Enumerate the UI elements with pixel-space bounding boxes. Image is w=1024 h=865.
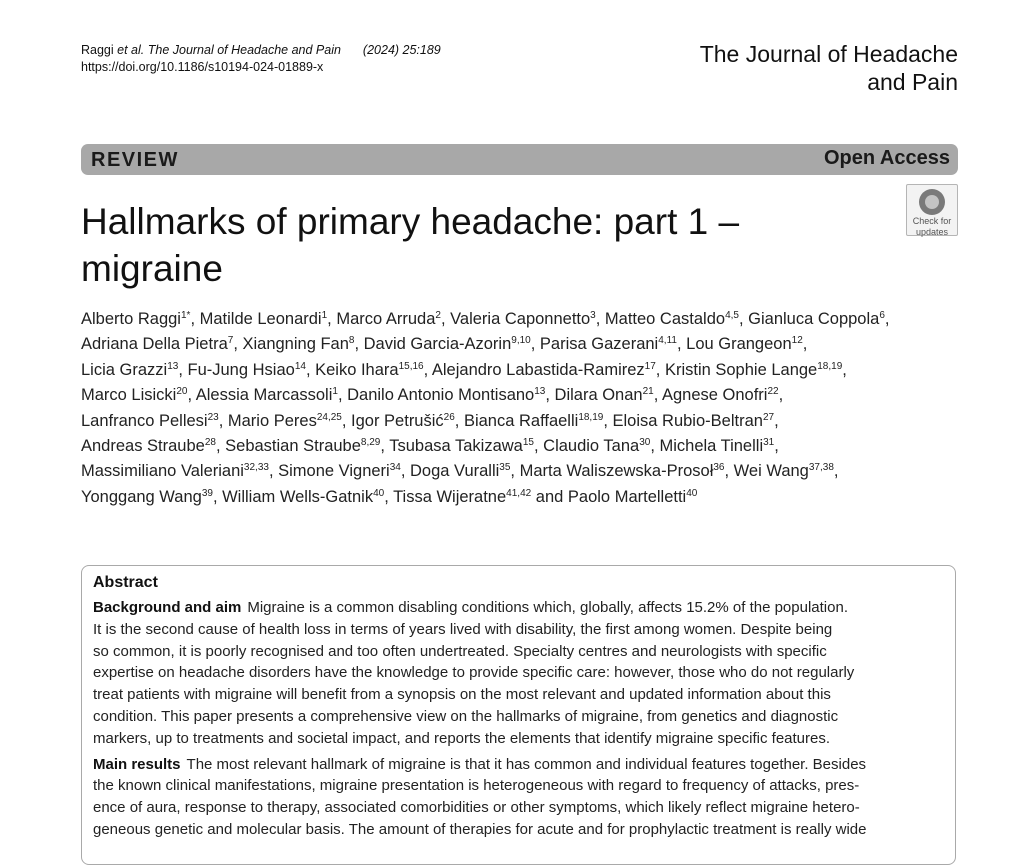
author-name[interactable]: Simone Vigneri — [278, 462, 390, 481]
author-affiliation: 30 — [639, 437, 651, 449]
author-name[interactable]: Massimiliano Valeriani — [81, 462, 244, 481]
author-affiliation: 2 — [435, 310, 441, 321]
author-name[interactable]: Tsubasa Takizawa — [389, 437, 523, 456]
author-name[interactable]: Bianca Raffaelli — [463, 411, 579, 430]
author-line: Massimiliano Valeriani$^{32,33}$, Simone Vigneri$^{34}$, Doga Vuralli$^{35}$, Marta Waliszewska-Prosoł$^{36}$, Wei Wang$^{37,38}$, — [81, 462, 839, 481]
author-name[interactable]: Doga Vuralli — [410, 462, 500, 481]
author-affiliation: 21 — [642, 386, 654, 398]
author-name[interactable]: Tissa Wijeratne — [393, 487, 507, 506]
author-affiliation: 6 — [879, 310, 885, 321]
author-affiliation: 27 — [762, 411, 775, 423]
author-affiliation: 40 — [686, 487, 698, 499]
check-for-updates-badge[interactable] — [906, 184, 958, 236]
author-affiliation: 18,19 — [578, 411, 604, 423]
author-name[interactable]: David Garcia-Azorin — [363, 335, 512, 354]
author-affiliation: 13 — [534, 386, 546, 398]
author-affiliation: 14 — [294, 360, 306, 372]
author-affiliation: 8 — [348, 335, 355, 347]
main-results-heading: Main results — [93, 755, 181, 773]
author-affiliation: 37,38 — [808, 462, 834, 474]
background-line: markers, up to treatments and societal impact, and reports the elements that identify migraine specific features. — [93, 729, 831, 747]
background-line: so common, it is poorly recognised and too often undertreated. Specialty centres and neurologists with specific — [93, 642, 827, 660]
author-affiliation: 3 — [590, 310, 596, 321]
author-line: Adriana Della Pietra$^7$, Xiangning Fan$^8$, David Garcia-Azorin$^{9,10}$, Parisa Gazerani$^{4,11}$, Lou Grangeon$^{12}$, — [81, 335, 808, 354]
author-name[interactable]: Igor Petrušić — [351, 411, 444, 430]
background-line: expertise on headache disorders have the knowledge to provide specific care: however, those who do not regularly — [93, 664, 855, 682]
check-for-updates-text-1: Check for — [912, 216, 952, 226]
author-name[interactable]: Yonggang Wang — [81, 487, 202, 506]
author-affiliation: 15 — [522, 437, 534, 449]
journal-name-line2: and Pain — [867, 69, 958, 95]
author-affiliation: 1* — [180, 310, 191, 321]
author-affiliation: 15,16 — [398, 360, 424, 372]
author-name[interactable]: Lanfranco Pellesi — [81, 411, 208, 430]
author-name[interactable]: Marco Lisicki — [81, 386, 177, 405]
author-name[interactable]: Keiko Ihara — [315, 360, 399, 379]
author-affiliation: 9,10 — [511, 335, 531, 347]
author-name[interactable]: Michela Tinelli — [659, 437, 764, 456]
author-name[interactable]: Adriana Della Pietra — [81, 335, 228, 354]
author-name[interactable]: Claudio Tana — [543, 437, 640, 456]
open-access-label: Open Access — [824, 147, 950, 169]
author-name[interactable]: Marco Arruda — [336, 310, 436, 328]
author-affiliation: 41,42 — [506, 487, 532, 499]
author-affiliation: 8,29 — [360, 437, 381, 449]
author-name[interactable]: Eloisa Rubio-Beltran — [612, 411, 763, 430]
author-affiliation: 28 — [204, 437, 216, 449]
abstract-box — [81, 565, 956, 865]
abstract-heading: Abstract — [93, 574, 158, 591]
author-affiliation: 39 — [201, 487, 213, 499]
author-line: Licia Grazzi$^{13}$, Fu-Jung Hsiao$^{14}$, Keiko Ihara$^{15,16}$, Alejandro Labastida-Ramirez$^{17}$, Kristin Sophie Lange$^{18,19}$, — [81, 360, 847, 379]
author-affiliation: 23 — [207, 411, 219, 423]
author-name[interactable]: Matteo Castaldo — [604, 310, 726, 328]
article-title — [81, 198, 881, 292]
background-heading: Background and aim — [93, 599, 242, 616]
background-line: It is the second cause of health loss in terms of years lived with disability, the first among women. Despite being — [93, 620, 833, 638]
author-name[interactable]: Parisa Gazerani — [539, 335, 659, 354]
main-results-line: Main results The most relevant hallmark of migraine is that it has common and individual features together. Besides — [93, 755, 867, 773]
author-list — [81, 307, 971, 510]
background-line: Background and aim Migraine is a common disabling conditions which, globally, affects 15.2% of the population. — [93, 599, 848, 616]
author-name[interactable]: Marta Waliszewska-Prosoł — [519, 462, 714, 481]
author-name[interactable]: Sebastian Straube — [225, 437, 361, 456]
check-for-updates-icon — [919, 189, 945, 215]
author-name[interactable]: Danilo Antonio Montisano — [347, 386, 535, 405]
abstract-background — [93, 597, 944, 750]
author-name[interactable]: Matilde Leonardi — [199, 310, 322, 328]
author-affiliation: 20 — [176, 386, 188, 398]
main-results-line: geneous genetic and molecular basis. The amount of therapies for acute and for prophylactic treatment is really wide — [93, 820, 867, 838]
author-line: Marco Lisicki$^{20}$, Alessia Marcassoli$^1$, Danilo Antonio Montisano$^{13}$, Dilara Onan$^{21}$, Agnese Onofri$^{22}$, — [81, 386, 784, 405]
author-line: Lanfranco Pellesi$^{23}$, Mario Peres$^{24,25}$, Igor Petrušić$^{26}$, Bianca Raffaelli$^{18,19}$, Eloisa Rubio-Beltran$^{27}$, — [81, 411, 779, 430]
author-name[interactable]: Alessia Marcassoli — [195, 386, 333, 405]
article-title-line1: Hallmarks of primary headache: part 1 – — [81, 201, 740, 242]
author-affiliation: 26 — [443, 411, 455, 423]
author-affiliation: 40 — [373, 487, 385, 499]
author-name[interactable]: Wei Wang — [733, 462, 809, 481]
author-affiliation: 32,33 — [243, 462, 269, 474]
article-type-label: REVIEW — [91, 149, 179, 171]
author-line: Andreas Straube$^{28}$, Sebastian Straube$^{8,29}$, Tsubasa Takizawa$^{15}$, Claudio Tana$^{30}$, Michela Tinelli$^{31}$, — [81, 437, 779, 456]
author-name[interactable]: Agnese Onofri — [661, 386, 768, 405]
author-name[interactable]: Lou Grangeon — [686, 335, 792, 354]
citation-block — [81, 42, 441, 76]
author-line: Alberto Raggi$^{1*}$, Matilde Leonardi$^1$, Marco Arruda$^2$, Valeria Caponnetto$^3$, Matteo Castaldo$^{4,5}$, Gianluca Coppola$^6$, — [81, 310, 890, 328]
author-name[interactable]: William Wells-Gatnik — [222, 487, 374, 506]
author-affiliation: 7 — [227, 335, 234, 347]
author-name[interactable]: Alberto Raggi — [81, 310, 181, 328]
author-affiliation: 4,11 — [658, 335, 677, 347]
background-line: condition. This paper presents a comprehensive view on the hallmarks of migraine, from genetics and diagnostic — [93, 707, 839, 725]
background-line: treat patients with migraine will benefit from a synopsis on the most relevant and updated information about this — [93, 686, 831, 704]
citation-line — [81, 42, 441, 59]
journal-name — [700, 40, 958, 96]
author-name[interactable]: Valeria Caponnetto — [450, 310, 591, 328]
author-name[interactable]: Fu-Jung Hsiao — [187, 360, 295, 379]
author-affiliation: 22 — [767, 386, 779, 398]
author-name[interactable]: Mario Peres — [227, 411, 317, 430]
citation-year: (2024) 25:189 — [362, 43, 441, 57]
author-affiliation: 13 — [167, 360, 179, 372]
author-name[interactable]: Kristin Sophie Lange — [664, 360, 818, 379]
author-name[interactable]: and Paolo Martelletti — [535, 487, 687, 506]
author-affiliation: 18,19 — [817, 360, 843, 372]
author-name[interactable]: Xiangning Fan — [242, 335, 349, 354]
author-affiliation: 1 — [321, 310, 328, 321]
author-affiliation: 1 — [332, 386, 338, 398]
abstract-main-results — [93, 754, 944, 841]
author-name[interactable]: Licia Grazzi — [81, 360, 168, 379]
author-affiliation: 36 — [713, 462, 725, 474]
author-name[interactable]: Alejandro Labastida-Ramirez — [431, 360, 645, 379]
author-affiliation: 24,25 — [316, 411, 342, 423]
main-results-line: the known clinical manifestations, migraine presentation is heterogeneous with regard to frequency of attacks, pres- — [93, 777, 860, 795]
main-results-line: ence of aura, response to therapy, associated comorbidities or other symptoms, which likely reflect migraine hetero- — [93, 799, 860, 817]
author-line: Yonggang Wang$^{39}$, William Wells-Gatnik$^{40}$, Tissa Wijeratne$^{41,42}$ and Paolo Martelletti$^{40}$ — [81, 487, 698, 506]
author-name[interactable]: Dilara Onan — [554, 386, 643, 405]
doi-link[interactable]: https://doi.org/10.1186/s10194-024-01889-x — [81, 60, 324, 74]
article-type-banner — [81, 144, 958, 175]
author-affiliation: 12 — [791, 335, 803, 347]
author-affiliation: 4,5 — [725, 310, 739, 321]
article-title-line2: migraine — [81, 248, 223, 289]
author-name[interactable]: Andreas Straube — [81, 437, 205, 456]
citation-journal: et al. The Journal of Headache and Pain — [117, 43, 341, 57]
author-affiliation: 34 — [389, 462, 401, 474]
citation-authors: Raggi — [81, 43, 114, 57]
journal-name-line1: The Journal of Headache — [699, 41, 958, 67]
author-affiliation: 31 — [763, 437, 775, 449]
check-for-updates-text-2: updates — [915, 227, 949, 237]
author-affiliation: 35 — [499, 462, 511, 474]
author-name[interactable]: Gianluca Coppola — [748, 310, 880, 328]
author-affiliation: 17 — [644, 360, 656, 372]
